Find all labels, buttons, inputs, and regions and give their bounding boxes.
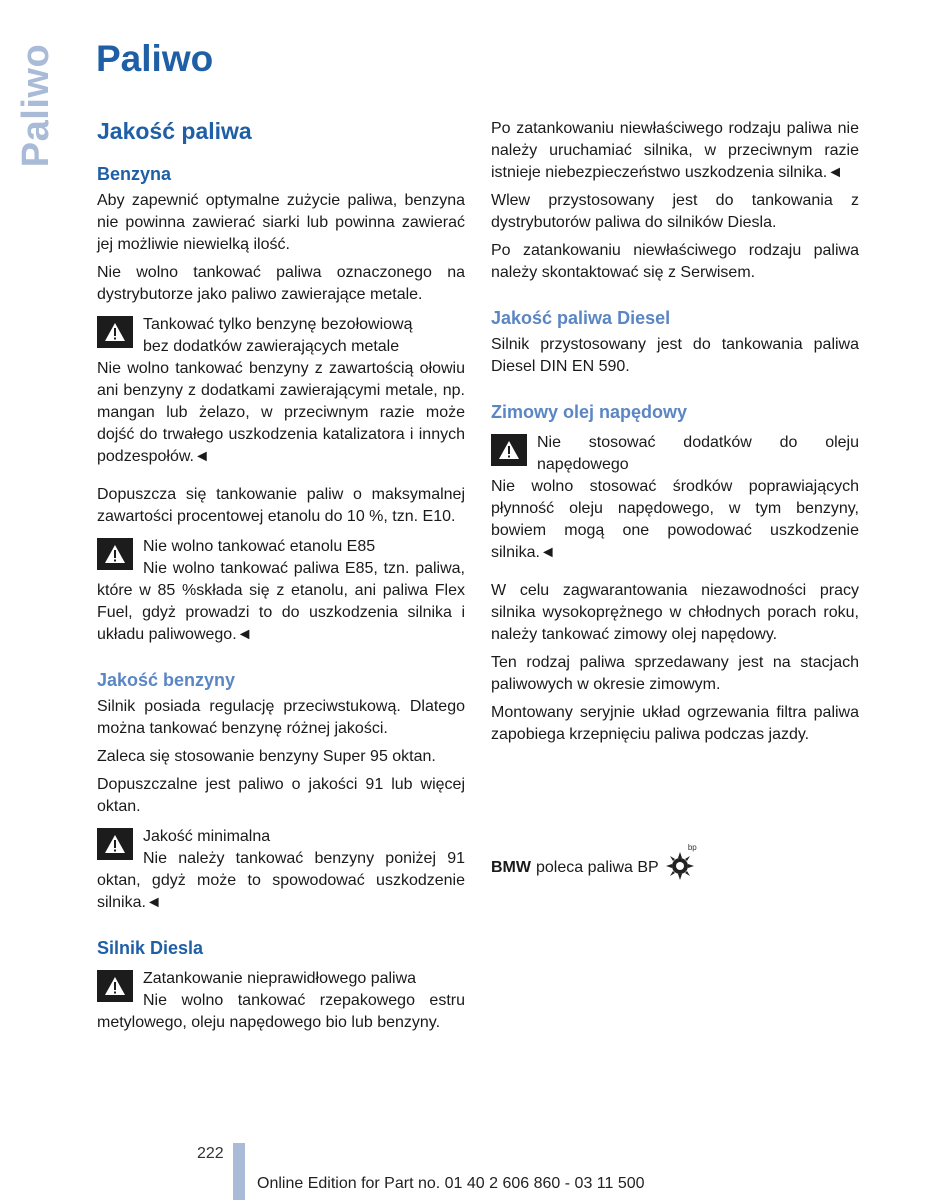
paragraph: Nie wolno tankować paliwa oznaczonego na dystrybutorze jako paliwo zawierające metale. <box>97 264 465 303</box>
paragraph: Zaleca się stosowanie benzyny Super 95 oktan. <box>97 748 436 765</box>
warning-icon <box>97 316 133 348</box>
warning-text: Nie wolno tankować rzepakowego estru metylowego, oleju napędowego bio lub benzyny. <box>97 992 465 1031</box>
paragraph: Dopuszczalne jest paliwo o jakości 91 lub więcej oktan. <box>97 776 465 815</box>
warning-icon <box>97 828 133 860</box>
side-tab-label: Paliwo <box>15 43 58 167</box>
paragraph: Nie wolno stosować środków poprawiających płynność oleju napędowego, w tym benzyny, bowiem mogą one powodować uszkodzenie silnika.◄ <box>491 478 859 561</box>
warning-heading: Nie wolno tankować etanolu E85 <box>143 538 376 555</box>
footer-accent-bar <box>233 1143 245 1200</box>
paragraph: Ten rodzaj paliwa sprzedawany jest na stacjach paliwowych w okresie zimowym. <box>491 654 859 693</box>
paragraph: Montowany seryjnie układ ogrzewania filtra paliwa zapobiega krzepnięciu paliwa podczas jazdy. <box>491 704 859 743</box>
left-column <box>97 110 465 1034</box>
warning-text: Nie należy tankować benzyny poniżej 91 oktan, gdyż może to spowodować uszkodzenie silnika.◄ <box>97 850 465 911</box>
bp-logo-icon <box>665 843 697 881</box>
warning-block <box>97 314 465 358</box>
section-title-fuel-quality: Jakość paliwa <box>97 118 252 144</box>
warning-icon <box>491 434 527 466</box>
subsection-title-silnik-diesla: Silnik Diesla <box>97 938 204 958</box>
paragraph: W celu zagwarantowania niezawodności pracy silnika wysokoprężnego w chłodnych porach roku, należy tankować zimowy olej napędowy. <box>491 582 859 643</box>
warning-icon <box>97 538 133 570</box>
side-tab <box>14 40 60 170</box>
paragraph: Silnik posiada regulację przeciwstukową. Dlatego można tankować benzynę różnej jakości. <box>97 698 465 737</box>
paragraph: Po zatankowaniu niewłaściwego rodzaju paliwa nie należy uruchamiać silnika, w przeciwnym razie istnieje niebezpieczeństwo uszkodzenia silnika.◄ <box>491 120 859 181</box>
warning-block <box>97 968 465 1034</box>
bmw-recommends-text: poleca paliwa BP <box>535 859 659 876</box>
subsection-title-jakosc-benzyny: Jakość benzyny <box>97 670 236 690</box>
bmw-brand: BMW <box>491 859 531 876</box>
page-title: Paliwo <box>96 38 214 79</box>
page-number: 222 <box>197 1145 224 1162</box>
paragraph: Nie wolno tankować benzyny z zawartością ołowiu ani benzyny z dodatkami zawierającymi metale, np. mangan lub żelazo, w przeciwnym razie może dojść do trwałego uszkodzenia katalizatora i innych podzespołów.◄ <box>97 360 465 465</box>
warning-heading: Tankować tylko benzynę bezołowiową <box>143 316 413 333</box>
paragraph: Dopuszcza się tankowanie paliw o maksymalnej zawartości procentowej etanolu do 10 %, tzn. E10. <box>97 486 465 525</box>
warning-icon <box>97 970 133 1002</box>
paragraph: Wlew przystosowany jest do tankowania z dystrybutorów paliwa do silników Diesla. <box>491 192 859 231</box>
warning-heading: bez dodatków zawierających metale <box>143 338 400 355</box>
bmw-recommends-bp <box>491 843 697 881</box>
subsection-title-diesel-quality: Jakość paliwa Diesel <box>491 308 671 328</box>
paragraph: Aby zapewnić optymalne zużycie paliwa, benzyna nie powinna zawierać siarki lub powinna zawierać jej możliwie niewielką ilość. <box>97 192 465 253</box>
paragraph: Silnik przystosowany jest do tankowania paliwa Diesel DIN EN 590. <box>491 336 859 375</box>
right-column <box>491 118 859 752</box>
paragraph: Po zatankowaniu niewłaściwego rodzaju paliwa należy skontaktować się z Serwisem. <box>491 242 859 281</box>
warning-heading: Jakość minimalna <box>143 828 271 845</box>
bp-small-label: bp <box>687 843 697 852</box>
warning-block <box>97 536 465 646</box>
subsection-title-winter-diesel: Zimowy olej napędowy <box>491 402 688 422</box>
warning-text: Nie wolno tankować paliwa E85, tzn. paliwa, które w 85 %składa się z etanolu, ani paliwa Flex Fuel, gdyż prowadzi to do uszkodzenia silnika i układu paliwowego.◄ <box>97 560 465 643</box>
warning-text: Nie stosować dodatków do oleju napędowego <box>537 434 859 473</box>
warning-heading: Zatankowanie nieprawidłowego paliwa <box>143 970 417 987</box>
warning-block <box>97 826 465 914</box>
footer-edition: Online Edition for Part no. 01 40 2 606 860 - 03 11 500 <box>257 1175 645 1192</box>
warning-block <box>491 432 859 476</box>
subsection-title-benzyna: Benzyna <box>97 164 172 184</box>
